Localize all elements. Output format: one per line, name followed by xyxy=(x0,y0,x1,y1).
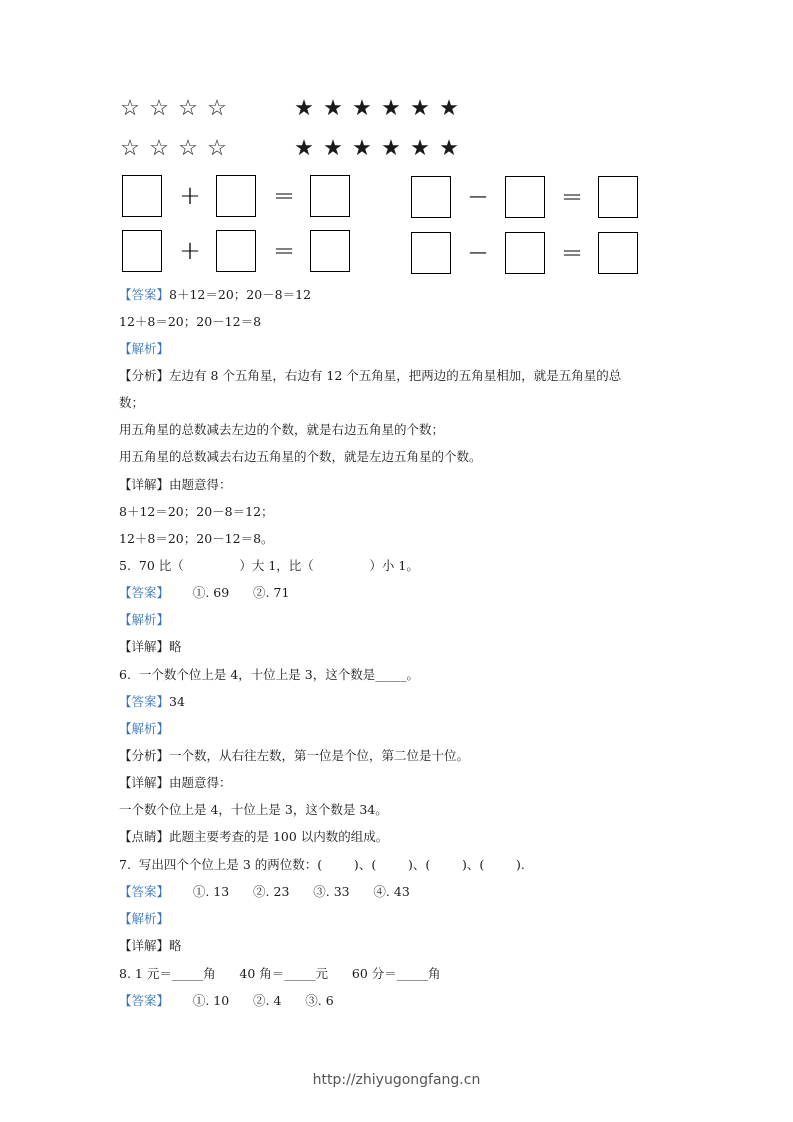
line-text: ①. 13 ②. 23 ③. 33 ④. 43 xyxy=(169,884,410,899)
line-text: 一个数个位上是 4，十位上是 3，这个数是 34。 xyxy=(119,802,388,817)
answer-line-cont xyxy=(119,314,261,330)
filled-star-icon: ★ xyxy=(381,136,401,161)
line-text: 用五角星的总数减去左边的个数，就是右边五角星的个数； xyxy=(119,422,445,437)
filled-star-icon: ★ xyxy=(439,96,459,121)
plus-sign: + xyxy=(179,181,201,211)
text-line xyxy=(119,775,232,791)
text-line xyxy=(119,368,621,384)
answer-box[interactable] xyxy=(310,175,350,217)
line-text: 【详解】由题意得： xyxy=(119,775,232,790)
line-text: 5. 70 比（ ）大 1，比（ ）小 1。 xyxy=(119,558,419,573)
answer-box[interactable] xyxy=(216,175,256,217)
answer-tag: 【答案】 xyxy=(119,694,170,709)
line-text: 8＋12＝20；20－8＝12 xyxy=(169,287,312,302)
text-line xyxy=(119,829,388,845)
text-line xyxy=(119,477,232,493)
line-text: 【详解】略 xyxy=(119,639,182,654)
text-line xyxy=(119,938,182,954)
outline-star-icon: ☆ xyxy=(149,96,169,121)
filled-star-icon: ★ xyxy=(410,136,430,161)
analysis-tag: 【解析】 xyxy=(119,612,170,627)
minus-sign: − xyxy=(467,182,489,212)
equals-sign: = xyxy=(273,236,295,266)
answer-box[interactable] xyxy=(411,232,451,274)
text-line xyxy=(119,639,182,655)
answer-line xyxy=(119,993,334,1009)
answer-line xyxy=(119,884,410,900)
filled-star-icon: ★ xyxy=(294,96,314,121)
outline-star-icon: ☆ xyxy=(178,96,198,121)
line-text: ①. 69 ②. 71 xyxy=(169,585,290,600)
line-text: 6. 一个数个位上是 4，十位上是 3，这个数是_____。 xyxy=(119,667,419,682)
analysis-heading xyxy=(119,612,169,628)
outline-star-icon: ☆ xyxy=(207,96,227,121)
line-text: 【分析】左边有 8 个五角星，右边有 12 个五角星，把两边的五角星相加，就是五角星的总 xyxy=(119,368,622,383)
equals-sign: = xyxy=(561,182,583,212)
filled-star-icon: ★ xyxy=(323,96,343,121)
question-6 xyxy=(119,667,419,683)
line-text: 【点睛】此题主要考查的是 100 以内数的组成。 xyxy=(119,829,389,844)
line-text: 数； xyxy=(119,395,145,410)
answer-tag: 【答案】 xyxy=(119,585,170,600)
answer-line xyxy=(119,694,185,710)
line-text: 【分析】一个数，从右往左数，第一位是个位，第二位是十位。 xyxy=(119,748,470,763)
line-text: 34 xyxy=(169,694,185,709)
answer-tag: 【答案】 xyxy=(119,884,170,899)
minus-sign: − xyxy=(467,238,489,268)
answer-line xyxy=(119,287,311,303)
text-line xyxy=(119,748,469,764)
outline-star-icon: ☆ xyxy=(120,96,140,121)
line-text: 8＋12＝20；20－8＝12； xyxy=(119,504,274,519)
line-text: 【详解】略 xyxy=(119,938,182,953)
question-8 xyxy=(119,966,441,982)
line-text: 用五角星的总数减去右边五角星的个数，就是左边五角星的个数。 xyxy=(119,449,482,464)
filled-star-icon: ★ xyxy=(410,96,430,121)
filled-star-icon: ★ xyxy=(294,136,314,161)
text-line xyxy=(119,504,274,520)
answer-box[interactable] xyxy=(505,176,545,218)
analysis-tag: 【解析】 xyxy=(119,341,170,356)
answer-tag: 【答案】 xyxy=(119,993,170,1008)
equals-sign: = xyxy=(561,238,583,268)
outline-star-icon: ☆ xyxy=(120,136,140,161)
text-line xyxy=(119,395,144,411)
line-text: ①. 10 ②. 4 ③. 6 xyxy=(169,993,334,1008)
answer-box[interactable] xyxy=(310,230,350,272)
equals-sign: = xyxy=(273,181,295,211)
answer-box[interactable] xyxy=(505,232,545,274)
footer-url[interactable]: http://zhiyugongfang.cn xyxy=(312,1072,481,1088)
analysis-heading xyxy=(119,341,169,357)
answer-box[interactable] xyxy=(598,176,638,218)
filled-star-icon: ★ xyxy=(352,136,372,161)
line-text: 12＋8＝20；20－12＝8。 xyxy=(119,531,274,546)
outline-star-icon: ☆ xyxy=(207,136,227,161)
analysis-tag: 【解析】 xyxy=(119,911,170,926)
answer-box[interactable] xyxy=(122,175,162,217)
answer-box[interactable] xyxy=(216,230,256,272)
filled-star-icon: ★ xyxy=(323,136,343,161)
answer-tag: 【答案】 xyxy=(119,287,170,302)
plus-sign: + xyxy=(179,236,201,266)
line-text: 7. 写出四个个位上是 3 的两位数：( )、( )、( )、( ). xyxy=(119,857,525,872)
text-line xyxy=(119,531,274,547)
analysis-heading xyxy=(119,911,169,927)
answer-box[interactable] xyxy=(411,176,451,218)
filled-star-icon: ★ xyxy=(352,96,372,121)
filled-star-icon: ★ xyxy=(381,96,401,121)
text-line xyxy=(119,422,444,438)
line-text: 【详解】由题意得： xyxy=(119,477,232,492)
answer-box[interactable] xyxy=(122,230,162,272)
answer-box[interactable] xyxy=(598,232,638,274)
line-text: 12＋8＝20；20－12＝8 xyxy=(119,314,262,329)
outline-star-icon: ☆ xyxy=(178,136,198,161)
question-7 xyxy=(119,857,525,873)
text-line xyxy=(119,802,388,818)
line-text: 8. 1 元＝_____角 40 角＝_____元 60 分＝_____角 xyxy=(119,966,441,981)
analysis-heading xyxy=(119,721,169,737)
analysis-tag: 【解析】 xyxy=(119,721,170,736)
question-5 xyxy=(119,558,419,574)
text-line xyxy=(119,449,482,465)
outline-star-icon: ☆ xyxy=(149,136,169,161)
filled-star-icon: ★ xyxy=(439,136,459,161)
answer-line xyxy=(119,585,289,601)
